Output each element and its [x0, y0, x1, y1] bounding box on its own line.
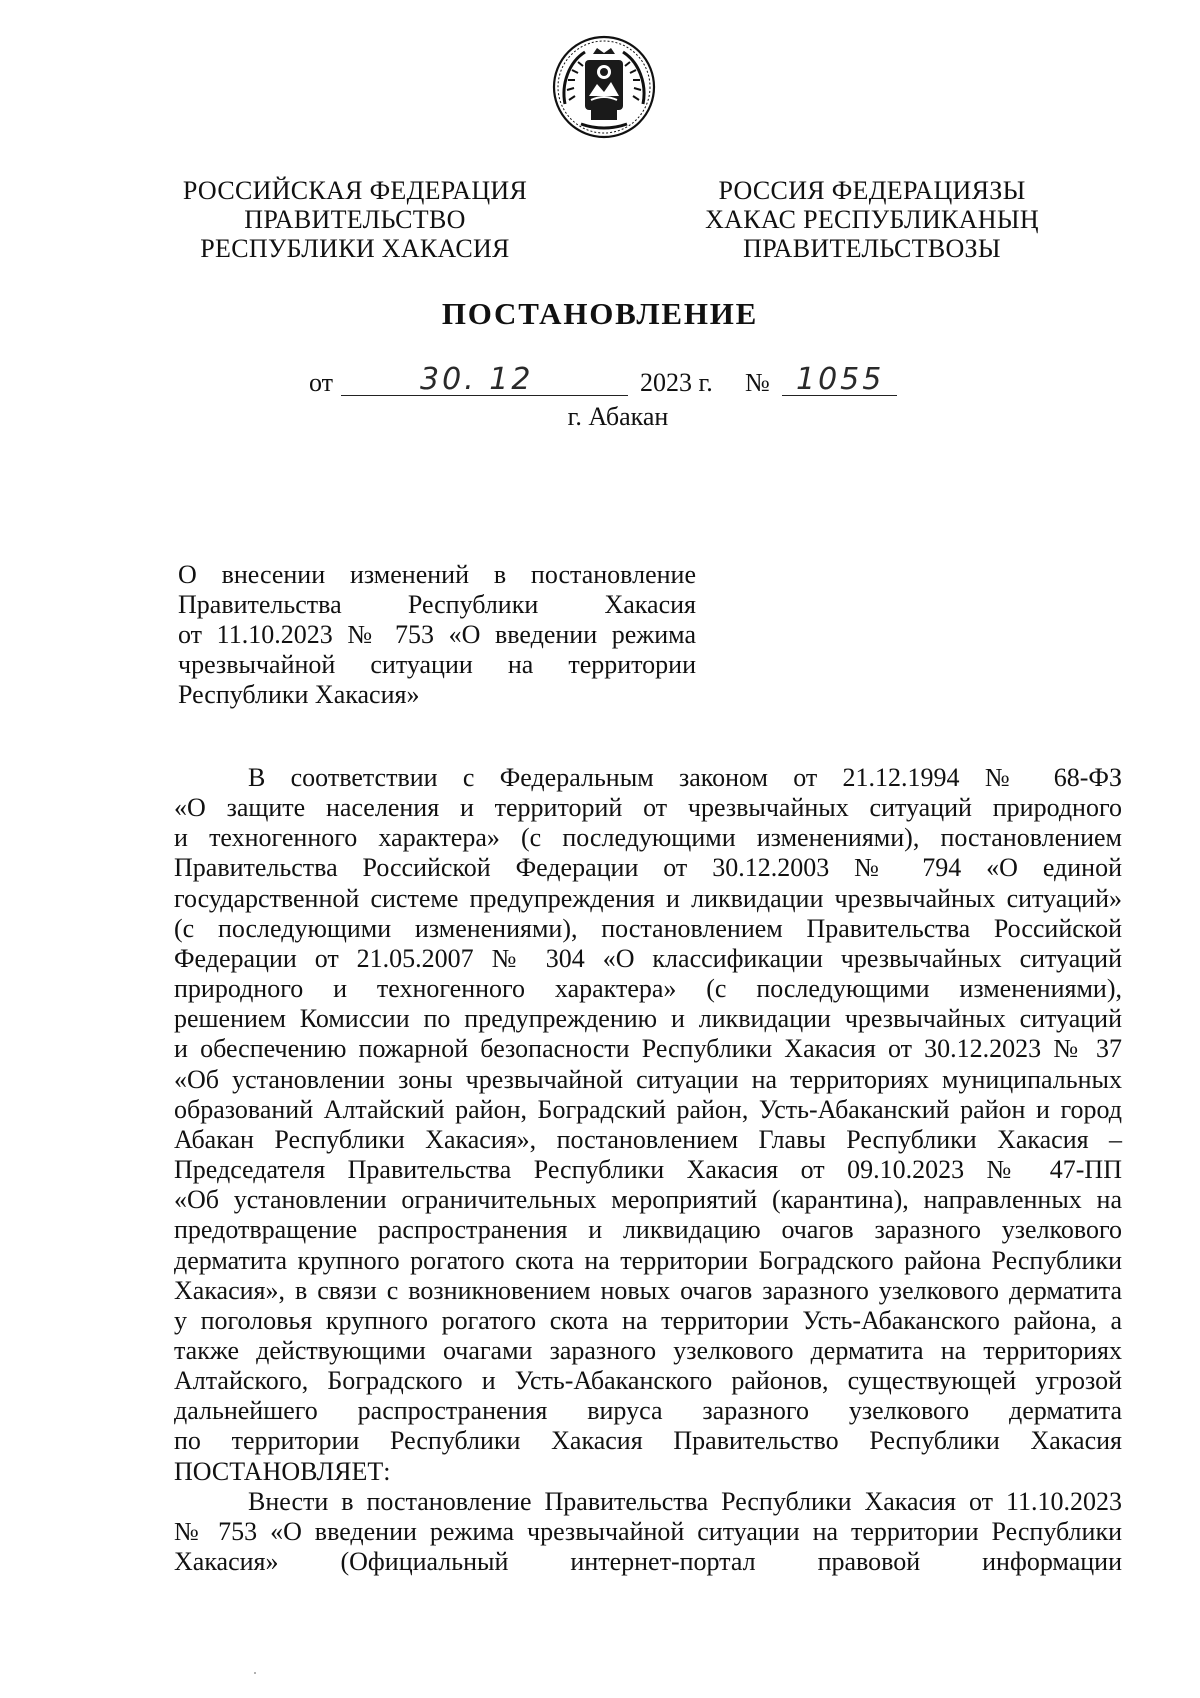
body-line: «Об установлении зоны чрезвычайной ситуации на территориях муниципальных	[174, 1064, 1122, 1094]
city-line	[0, 402, 1200, 432]
body-line: Хакасия», в связи с возникновением новых очагов заразного узелкового дерматита	[174, 1275, 1122, 1305]
city-name: г. Абакан	[567, 402, 669, 431]
handwritten-number: 1055	[796, 362, 885, 397]
header-left-line-3: РЕСПУБЛИКИ ХАКАСИЯ	[200, 234, 510, 263]
date-number-line	[0, 362, 1200, 402]
date-year: 2023 г.	[640, 368, 713, 397]
body-line: «О защите населения и территорий от чрезвычайных ситуаций природного	[174, 793, 1122, 823]
body-line: и обеспечению пожарной безопасности Республики Хакасия от 30.12.2023 № 37	[174, 1034, 1122, 1064]
subject-line: от 11.10.2023 № 753 «О введении режима	[178, 620, 696, 649]
subject-line: О внесении изменений в постановление	[178, 560, 696, 589]
body-line: также действующими очагами заразного узелкового дерматита на территориях	[174, 1335, 1122, 1365]
body-line: Алтайского, Боградского и Усть-Абаканского районов, существующей угрозой	[174, 1366, 1122, 1396]
body-line: образований Алтайский район, Боградский район, Усть-Абаканский район и город	[174, 1094, 1122, 1124]
number-label: №	[745, 368, 770, 397]
body-line: ПОСТАНОВЛЯЕТ:	[174, 1456, 391, 1486]
subject-line: Правительства Республики Хакасия	[178, 590, 696, 619]
header-left	[150, 176, 560, 263]
document-title: ПОСТАНОВЛЕНИЕ	[441, 296, 759, 331]
body-line: (с последующими изменениями), постановлением Правительства Российской	[174, 913, 1122, 943]
body-line: Федерации от 21.05.2007 № 304 «О классификации чрезвычайных ситуаций	[174, 943, 1122, 973]
khakassia-coat-of-arms-icon	[551, 34, 657, 140]
body-line: у поголовья крупного рогатого скота на территории Усть-Абаканского района, а	[174, 1305, 1122, 1335]
header-left-line-2: ПРАВИТЕЛЬСТВО	[244, 205, 466, 234]
body-line: решением Комиссии по предупреждению и ликвидации чрезвычайных ситуаций	[174, 1004, 1122, 1034]
subject-block	[178, 560, 696, 710]
header-left-line-1: РОССИЙСКАЯ ФЕДЕРАЦИЯ	[182, 176, 528, 205]
body-line: природного и техногенного характера» (с последующими изменениями),	[174, 974, 1122, 1004]
body-line: предотвращение распространения и ликвидацию очагов заразного узелкового	[174, 1215, 1122, 1245]
header-right-line-1: РОССИЯ ФЕДЕРАЦИЯЗЫ	[718, 176, 1026, 205]
body-line: № 753 «О введении режима чрезвычайной ситуации на территории Республики	[174, 1516, 1122, 1546]
subject-line: Республики Хакасия»	[178, 680, 420, 709]
scan-speck	[254, 1672, 256, 1674]
body-line: Абакан Республики Хакасия», постановлением Главы Республики Хакасия –	[174, 1124, 1122, 1154]
body-line: дерматита крупного рогатого скота на территории Боградского района Республики	[174, 1245, 1122, 1275]
body-line: Председателя Правительства Республики Хакасия от 09.10.2023 № 47-ПП	[174, 1155, 1122, 1185]
handwritten-date: 30. 12	[420, 362, 534, 397]
body-line: государственной системе предупреждения и ликвидации чрезвычайных ситуаций»	[174, 883, 1122, 913]
body-line: В соответствии с Федеральным законом от 21.12.1994 № 68-ФЗ	[248, 763, 1122, 792]
header-right	[672, 176, 1072, 263]
body-text	[174, 763, 1122, 1577]
date-from-label: от	[309, 368, 334, 397]
subject-line: чрезвычайной ситуации на территории	[178, 650, 696, 679]
body-line: и техногенного характера» (с последующими изменениями), постановлением	[174, 823, 1122, 853]
body-line: по территории Республики Хакасия Правительство Республики Хакасия	[174, 1426, 1122, 1456]
body-line: «Об установлении ограничительных мероприятий (карантина), направленных на	[174, 1185, 1122, 1215]
header-right-line-2: ХАКАС РЕСПУБЛИКАНЫҢ	[705, 205, 1039, 234]
body-line: Правительства Российской Федерации от 30.12.2003 № 794 «О единой	[174, 853, 1122, 883]
header-right-line-3: ПРАВИТЕЛЬСТВОЗЫ	[743, 234, 1001, 263]
body-line: дальнейшего распространения вируса заразного узелкового дерматита	[174, 1396, 1122, 1426]
body-line: Внести в постановление Правительства Республики Хакасия от 11.10.2023	[248, 1486, 1122, 1516]
body-line: Хакасия» (Официальный интернет-портал правовой информации	[174, 1547, 1122, 1577]
